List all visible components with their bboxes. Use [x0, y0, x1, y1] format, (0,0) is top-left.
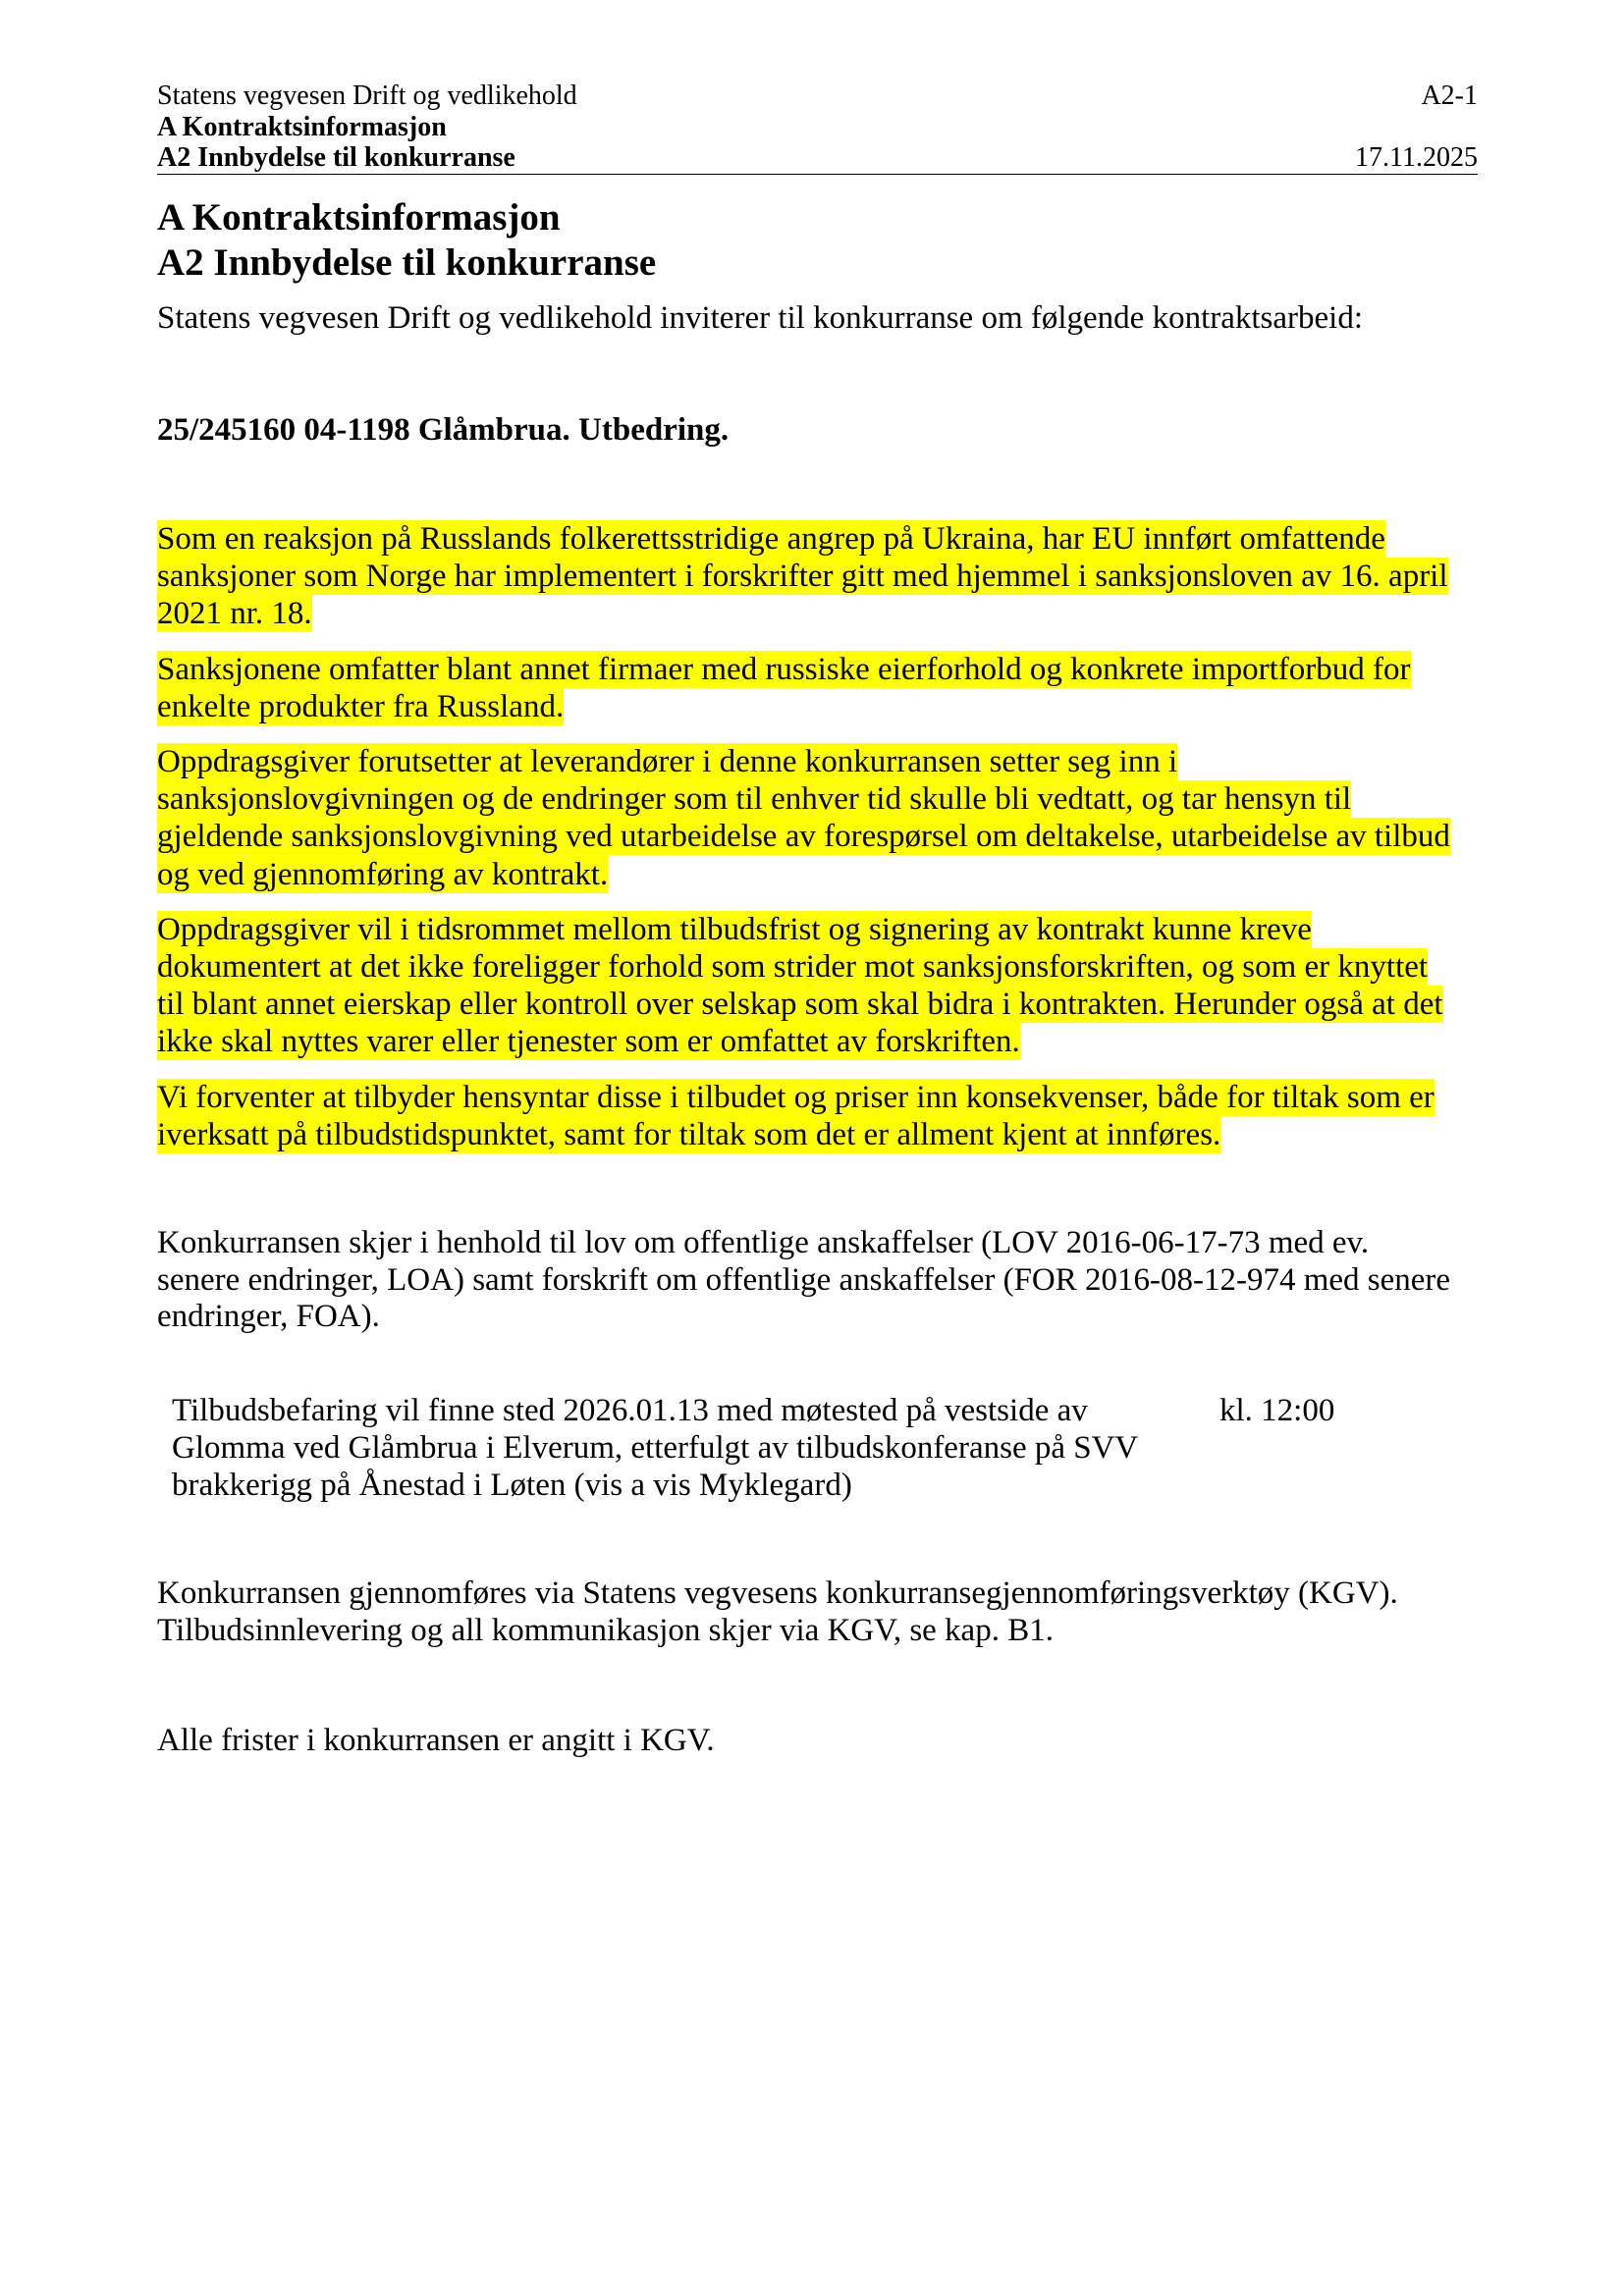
- legal-basis-paragraph: [157, 1225, 1478, 1336]
- header-subsection: A2 Innbydelse til konkurranse: [157, 142, 515, 173]
- header-row-section: [157, 112, 1478, 143]
- highlighted-text: 2021 nr. 18.: [157, 596, 312, 632]
- paragraph-line: Alle frister i konkurransen er angitt i KGV.: [157, 1723, 715, 1758]
- header-section: A Kontraktsinformasjon: [157, 111, 447, 142]
- sanctions-paragraph: [157, 743, 1478, 893]
- kgv-paragraph: [157, 1575, 1478, 1649]
- paragraph-line: Tilbudsinnlevering og all kommunikasjon skjer via KGV, se kap. B1.: [157, 1612, 1054, 1648]
- paragraph-line: [157, 651, 1478, 688]
- paragraph-line: [157, 743, 1478, 780]
- title-line-section: A Kontraktsinformasjon: [157, 196, 561, 239]
- paragraph-line: Konkurransen gjennomføres via Statens vegvesens konkurransegjennomføringsverktøy (KGV).: [157, 1575, 1398, 1611]
- header-row-organization: [157, 80, 1478, 112]
- sanctions-paragraph: [157, 520, 1478, 633]
- paragraph-line: [157, 780, 1478, 818]
- paragraph-line: endringer, FOA).: [157, 1299, 380, 1334]
- intro-line: Statens vegvesen Drift og vedlikehold inviterer til konkurranse om følgende kontraktsarbeid:: [157, 300, 1364, 336]
- document-title: [157, 195, 1478, 286]
- paragraph-line: [157, 948, 1478, 986]
- paragraph-line: [157, 1116, 1478, 1153]
- paragraph-line: [157, 911, 1478, 948]
- highlighted-text: Som en reaksjon på Russlands folkerettsstridige angrep på Ukraina, har EU innført omfattende: [157, 521, 1385, 557]
- highlighted-text: iverksatt på tilbudstidspunktet, samt for tiltak som det er allment kjent at innføres.: [157, 1116, 1221, 1152]
- highlighted-text: Sanksjonene omfatter blant annet firmaer med russiske eierforhold og konkrete importforbud for: [157, 651, 1411, 687]
- sanctions-paragraph: [157, 651, 1478, 725]
- header-page-number: A2-1: [1421, 80, 1478, 111]
- table-cell-line: Tilbudsbefaring vil finne sted 2026.01.13 med møtested på vestside av: [172, 1393, 1088, 1428]
- highlighted-text: ikke skal nyttes varer eller tjenester som er omfattet av forskriften.: [157, 1024, 1020, 1060]
- highlighted-text: enkelte produkter fra Russland.: [157, 688, 565, 724]
- paragraph-line: [157, 520, 1478, 558]
- sanctions-section: [157, 520, 1478, 1171]
- highlighted-text: Vi forventer at tilbyder hensyntar disse i tilbudet og priser inn konsekvenser, både for tiltak som er: [157, 1079, 1435, 1115]
- paragraph-line: [157, 856, 1478, 893]
- highlighted-text: og ved gjennomføring av kontrakt.: [157, 856, 609, 892]
- highlighted-text: sanksjoner som Norge har implementert i forskrifter gitt med hjemmel i sanksjonsloven av 16. april: [157, 559, 1448, 595]
- running-header: [157, 80, 1478, 175]
- title-line-subsection: A2 Innbydelse til konkurranse: [157, 241, 657, 284]
- inspection-description-cell: [172, 1392, 1138, 1505]
- highlighted-text: gjeldende sanksjonslovgivning ved utarbeidelse av forespørsel om deltakelse, utarbeidelse av tilbud: [157, 819, 1450, 855]
- paragraph-line: senere endringer, LOA) samt forskrift om offentlige anskaffelser (FOR 2016-08-12-974 med senere: [157, 1261, 1451, 1298]
- header-date: 17.11.2025: [1355, 142, 1478, 173]
- paragraph-line: [157, 818, 1478, 855]
- highlighted-text: sanksjonslovgivningen og de endringer som til enhver tid skulle bli vedtatt, og tar hensyn til: [157, 781, 1352, 818]
- inspection-time-cell: kl. 12:00: [1219, 1393, 1335, 1428]
- paragraph-line: [157, 1079, 1478, 1116]
- paragraph-line: [157, 595, 1478, 632]
- paragraph-line: [157, 688, 1478, 725]
- paragraph-line: [157, 1023, 1478, 1060]
- intro-text: [157, 299, 1478, 337]
- highlighted-text: dokumentert at det ikke foreligger forhold som strider mot sanksjonsforskriften, og som er knyttet: [157, 949, 1429, 986]
- sanctions-paragraph: [157, 911, 1478, 1061]
- contract-title: [157, 411, 1478, 449]
- contract-title-line: 25/245160 04-1198 Glåmbrua. Utbedring.: [157, 412, 730, 448]
- header-organization: Statens vegvesen Drift og vedlikehold: [157, 80, 577, 111]
- paragraph-line: Konkurransen skjer i henhold til lov om offentlige anskaffelser (LOV 2016-06-17-73 med ev.: [157, 1225, 1370, 1260]
- paragraph-line: [157, 986, 1478, 1023]
- sanctions-paragraph: [157, 1079, 1478, 1153]
- deadlines-paragraph: [157, 1722, 1478, 1759]
- highlighted-text: til blant annet eierskap eller kontroll over selskap som skal bidra i kontrakten. Herunder også at det: [157, 987, 1443, 1023]
- highlighted-text: Oppdragsgiver vil i tidsrommet mellom tilbudsfrist og signering av kontrakt kunne kreve: [157, 911, 1312, 947]
- highlighted-text: Oppdragsgiver forutsetter at leverandører i denne konkurransen setter seg inn i: [157, 744, 1178, 780]
- table-cell-line: Glomma ved Glåmbrua i Elverum, etterfulgt av tilbudskonferanse på SVV: [172, 1430, 1139, 1467]
- paragraph-line: [157, 558, 1478, 595]
- header-row-subsection: [157, 142, 1478, 174]
- table-cell-line: brakkerigg på Ånestad i Løten (vis a vis Myklegard): [172, 1468, 852, 1504]
